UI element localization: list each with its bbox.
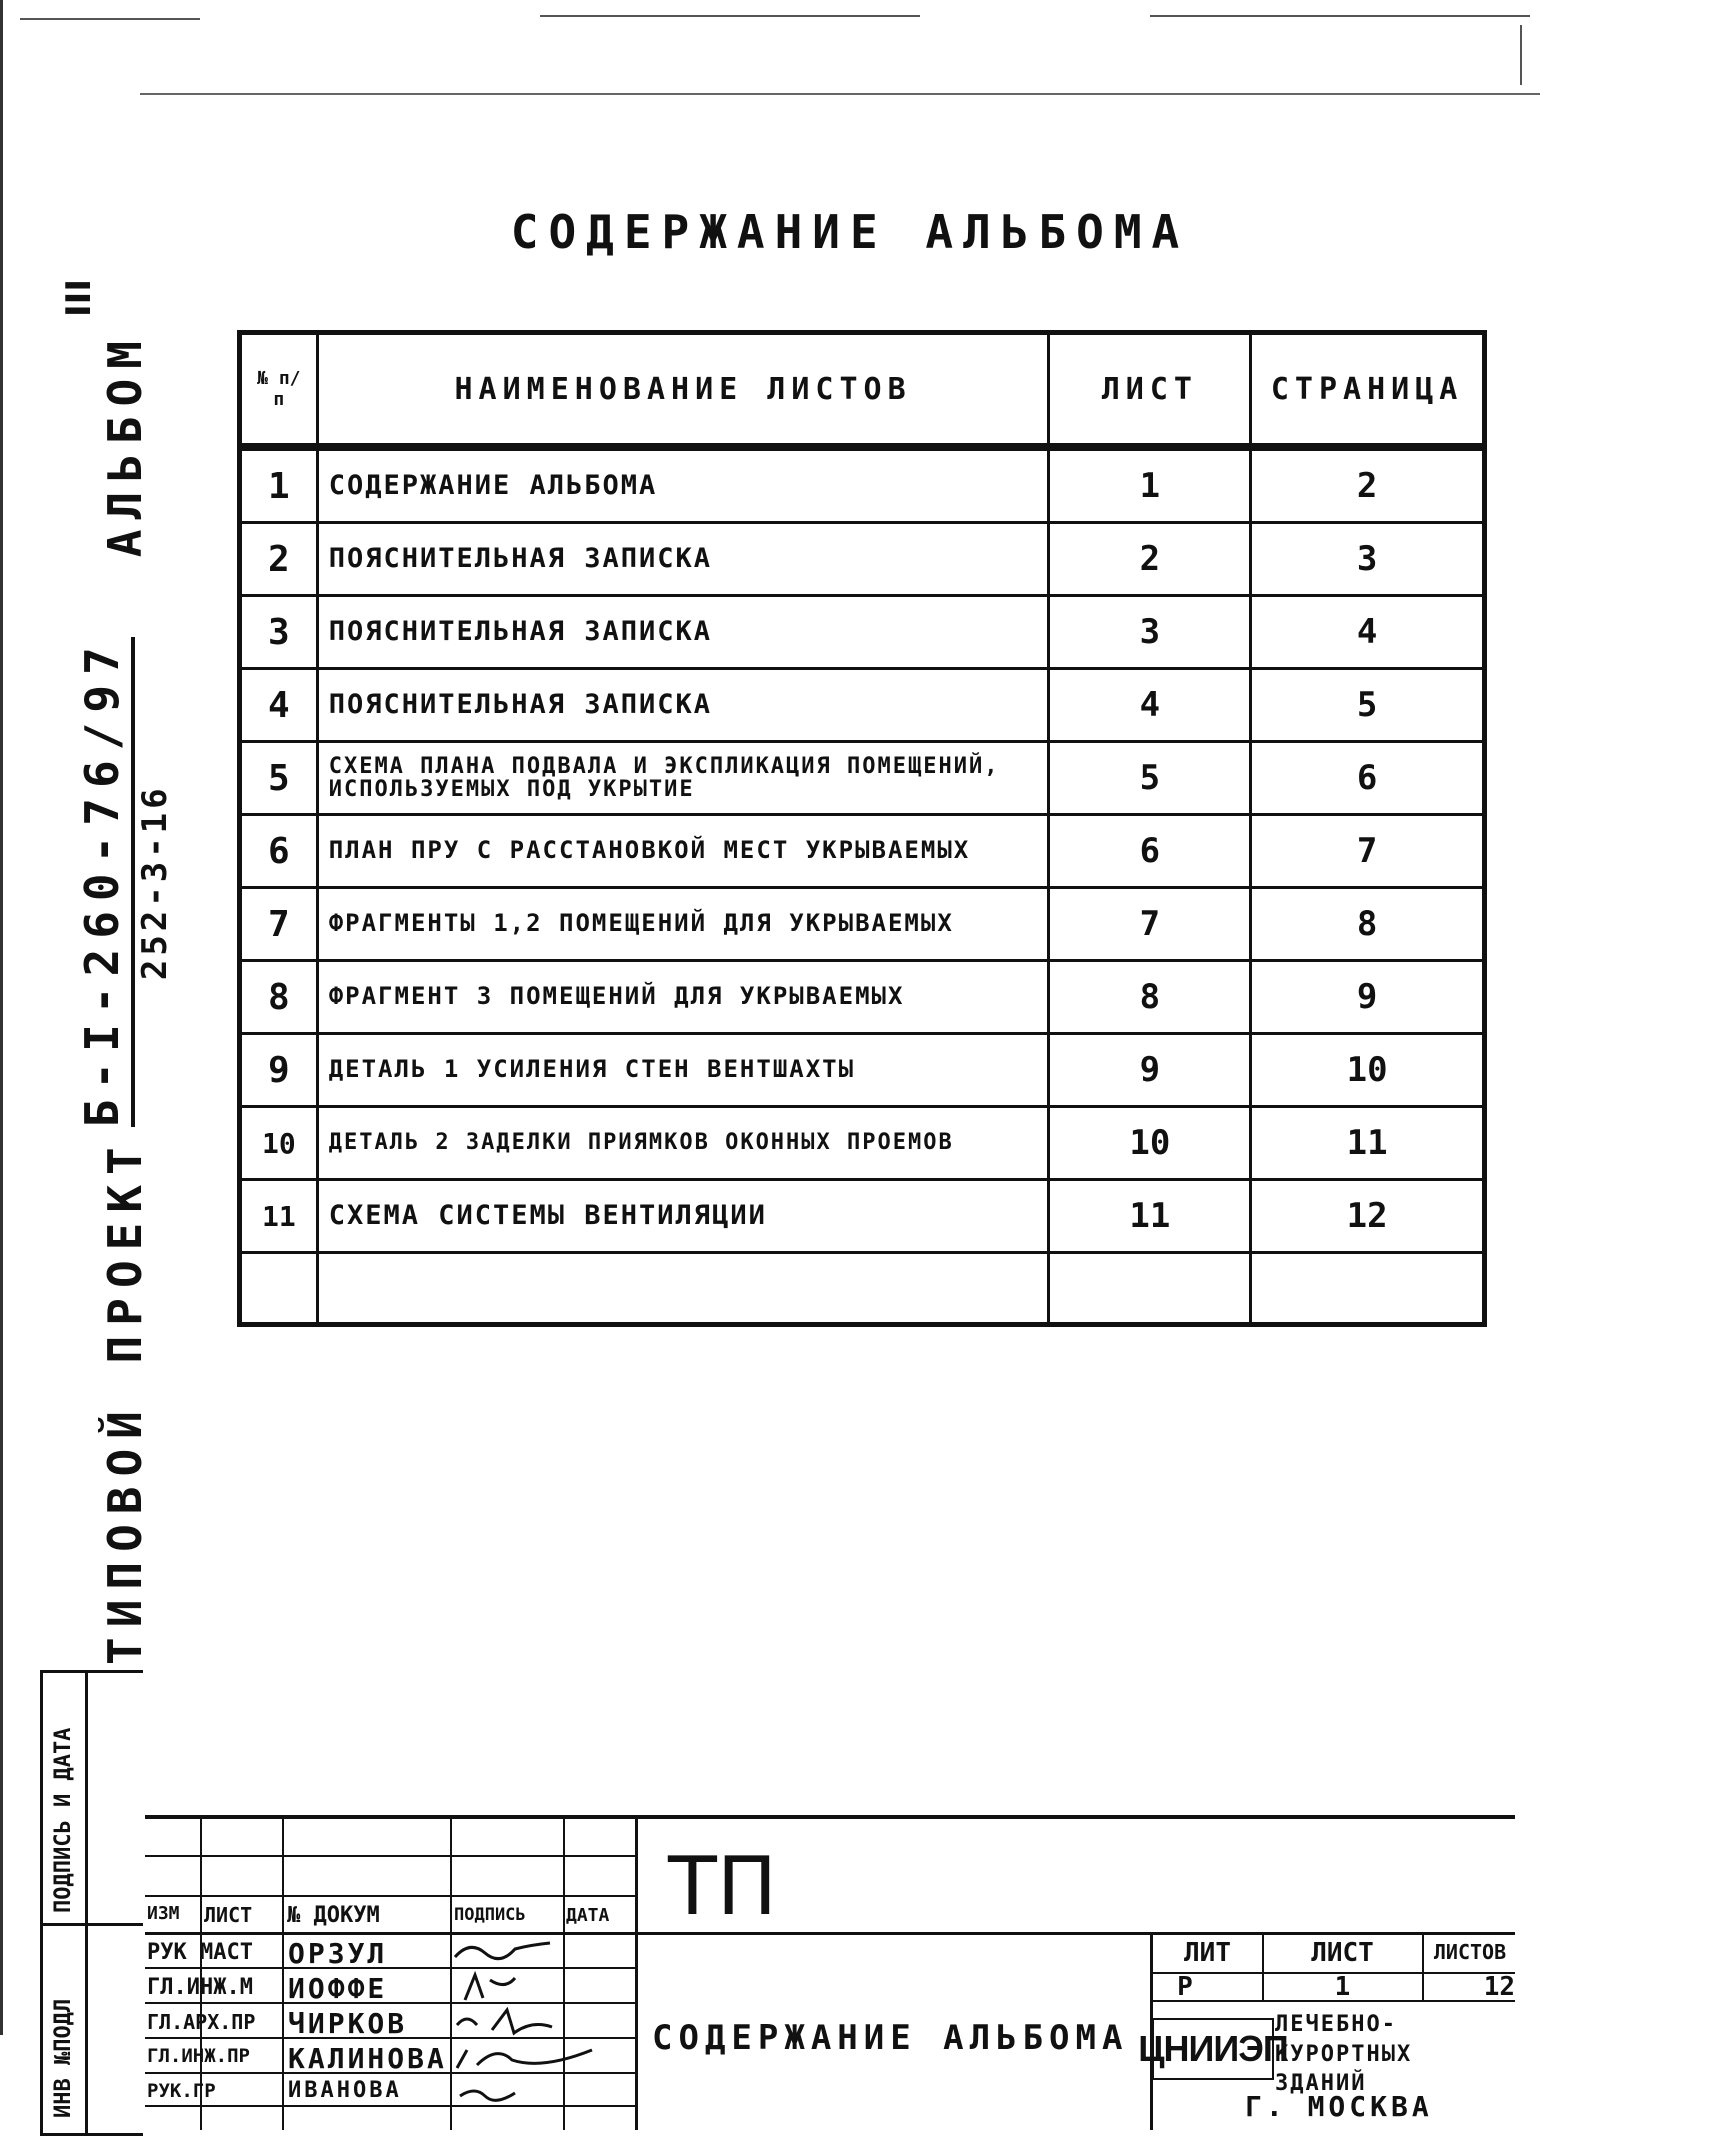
row-sheet: 8 (1049, 961, 1251, 1034)
row-name: ФРАГМЕНТ 3 ПОМЕЩЕНИЙ ДЛЯ УКРЫВАЕМЫХ (317, 961, 1049, 1034)
tb-col (563, 1815, 565, 2130)
table-row (240, 669, 1485, 742)
stamp-strip (40, 1670, 143, 2136)
document-code: ТП (668, 1840, 778, 1933)
table-row (240, 523, 1485, 596)
table-row (240, 742, 1485, 815)
signer-role: ГЛ.ИНЖ.М (147, 1975, 253, 2000)
row-num: 1 (240, 447, 318, 523)
header-sheet: ЛИСТ (1049, 333, 1251, 448)
header-num: № п/п (240, 333, 318, 448)
table-header-row (240, 333, 1485, 448)
row-num: 6 (240, 815, 318, 888)
tb-col-header: ДАТА (566, 1905, 610, 1926)
side-label-code-top: Б-I-260-76/97 (75, 637, 135, 1127)
row-sheet: 4 (1049, 669, 1251, 742)
tb-meta-col (1422, 1935, 1424, 2000)
scan-artifact-top (140, 93, 1540, 95)
meta-stage-value: Р (1177, 1972, 1193, 2002)
signer-name: ОРЗУЛ (288, 1937, 388, 1970)
row-num: 5 (240, 742, 318, 815)
row-name: СХЕМА ПЛАНА ПОДВАЛА И ЭКСПЛИКАЦИЯ ПОМЕЩЕНИЙ, ИСПОЛЬЗУЕМЫХ ПОД УКРЫТИЕ (317, 742, 1049, 815)
scan-artifact-top (20, 18, 200, 20)
frame-left-border (0, 0, 3, 2035)
row-name: ПОЯСНИТЕЛЬНАЯ ЗАПИСКА (317, 523, 1049, 596)
tb-col-header: ПОДПИСЬ (454, 1905, 526, 1925)
row-name: ФРАГМЕНТЫ 1,2 ПОМЕЩЕНИЙ ДЛЯ УКРЫВАЕМЫХ (317, 888, 1049, 961)
side-label-code-bottom: 252-3-16 (135, 784, 175, 981)
row-name: ДЕТАЛЬ 2 ЗАДЕЛКИ ПРИЯМКОВ ОКОННЫХ ПРОЕМОВ (317, 1107, 1049, 1180)
row-name: ПОЯСНИТЕЛЬНАЯ ЗАПИСКА (317, 669, 1049, 742)
strip-divider (43, 1923, 143, 1926)
signature (452, 2040, 602, 2075)
meta-sheets-value: 12 (1483, 1972, 1515, 2002)
signer-name: ИОФФЕ (288, 1972, 388, 2005)
tb-line (145, 2002, 635, 2004)
row-num: 10 (240, 1107, 318, 1180)
row-sheet: 7 (1049, 888, 1251, 961)
tb-col-header: № ДОКУМ (287, 1903, 380, 1928)
signer-name: ИВАНОВА (288, 2078, 402, 2103)
row-num: 11 (240, 1180, 318, 1253)
header-page: СТРАНИЦА (1251, 333, 1485, 448)
scan-artifact-top (540, 15, 920, 17)
page-title: СОДЕРЖАНИЕ АЛЬБОМА (510, 205, 1190, 259)
row-page: 10 (1251, 1034, 1485, 1107)
row-page: 2 (1251, 447, 1485, 523)
signer-role: РУК МАСТ (147, 1940, 253, 1965)
table-row (240, 596, 1485, 669)
row-page: 7 (1251, 815, 1485, 888)
meta-sheet-header: ЛИСТ (1311, 1938, 1374, 1968)
strip-inv-label: ИНВ №ПОДЛ (51, 1998, 76, 2118)
header-name: НАИМЕНОВАНИЕ ЛИСТОВ (317, 333, 1049, 448)
row-sheet: 5 (1049, 742, 1251, 815)
side-label-code (75, 637, 175, 1127)
side-label-album: АЛЬБОМ (98, 331, 152, 558)
row-page: 6 (1251, 742, 1485, 815)
row-sheet: 3 (1049, 596, 1251, 669)
signer-role: РУК.ГР (147, 2080, 216, 2102)
table-row (240, 1180, 1485, 1253)
tb-col-header: ЛИСТ (204, 1903, 253, 1927)
row-page: 8 (1251, 888, 1485, 961)
tb-meta-col (1262, 1935, 1264, 2000)
row-name-empty (317, 1253, 1049, 1325)
meta-sheets-header: ЛИСТОВ (1433, 1940, 1507, 1964)
side-label-prefix: ТИПОВОЙ ПРОЕКТ (98, 1137, 152, 1665)
strip-divider (85, 1673, 88, 2133)
tb-document-title: СОДЕРЖАНИЕ АЛЬБОМА (652, 2018, 1129, 2058)
signer-name: ЧИРКОВ (288, 2007, 408, 2040)
organization-name: ЛЕЧЕБНО-КУРОРТНЫХ ЗДАНИЙ (1275, 2012, 1413, 2097)
row-page: 5 (1251, 669, 1485, 742)
organization-city: Г. МОСКВА (1245, 2090, 1433, 2123)
row-page: 9 (1251, 961, 1485, 1034)
row-num: 9 (240, 1034, 318, 1107)
organization-logo: ЦНИИЭП (1152, 2018, 1274, 2080)
row-sheet: 1 (1049, 447, 1251, 523)
tb-line (145, 1855, 635, 1857)
row-num: 2 (240, 523, 318, 596)
row-sheet: 11 (1049, 1180, 1251, 1253)
meta-stage-header: ЛИТ (1184, 1938, 1231, 1968)
row-page: 11 (1251, 1107, 1485, 1180)
table-row (240, 961, 1485, 1034)
album-number-roman: III (58, 279, 99, 317)
table-row (240, 815, 1485, 888)
tb-col-header: ИЗМ (147, 1903, 180, 1924)
row-num: 8 (240, 961, 318, 1034)
contents-table (237, 330, 1487, 1327)
table-row (240, 888, 1485, 961)
row-sheet: 9 (1049, 1034, 1251, 1107)
row-num: 4 (240, 669, 318, 742)
row-sheet: 2 (1049, 523, 1251, 596)
album-side-label (75, 245, 175, 1665)
row-num-empty (240, 1253, 318, 1325)
row-name: ПЛАН ПРУ С РАССТАНОВКОЙ МЕСТ УКРЫВАЕМЫХ (317, 815, 1049, 888)
row-name: СХЕМА СИСТЕМЫ ВЕНТИЛЯЦИИ (317, 1180, 1049, 1253)
signer-role: ГЛ.ИНЖ.ПР (147, 2045, 250, 2067)
row-num: 3 (240, 596, 318, 669)
tb-line (145, 1967, 635, 1969)
row-page-empty (1251, 1253, 1485, 1325)
row-page: 3 (1251, 523, 1485, 596)
signature (452, 2005, 562, 2040)
row-num: 7 (240, 888, 318, 961)
row-name: ПОЯСНИТЕЛЬНАЯ ЗАПИСКА (317, 596, 1049, 669)
tb-col (450, 1815, 452, 2130)
row-sheet-empty (1049, 1253, 1251, 1325)
signer-role: ГЛ.АРХ.ПР (147, 2010, 256, 2034)
row-sheet: 10 (1049, 1107, 1251, 1180)
table-row (240, 447, 1485, 523)
signer-name: КАЛИНОВА (288, 2042, 447, 2075)
table-row (240, 1107, 1485, 1180)
row-sheet: 6 (1049, 815, 1251, 888)
strip-sign-date-label: ПОДПИСЬ И ДАТА (51, 1727, 76, 1913)
signature (455, 2078, 555, 2108)
scan-artifact-right (1520, 25, 1522, 85)
table-row (240, 1034, 1485, 1107)
meta-sheet-value: 1 (1334, 1972, 1351, 2002)
tb-line (145, 1895, 635, 1897)
tb-line (145, 1932, 1515, 1935)
table-row-empty (240, 1253, 1485, 1325)
row-name: СОДЕРЖАНИЕ АЛЬБОМА (317, 447, 1049, 523)
row-page: 4 (1251, 596, 1485, 669)
row-page: 12 (1251, 1180, 1485, 1253)
signature (455, 1970, 555, 2005)
scan-artifact-top (1150, 15, 1530, 17)
tb-top-line (145, 1815, 1515, 1819)
row-name: ДЕТАЛЬ 1 УСИЛЕНИЯ СТЕН ВЕНТШАХТЫ (317, 1034, 1049, 1107)
signature (450, 1935, 560, 1970)
tb-col (635, 1815, 638, 2130)
tb-col (282, 1815, 284, 2130)
tb-line (145, 2105, 635, 2107)
